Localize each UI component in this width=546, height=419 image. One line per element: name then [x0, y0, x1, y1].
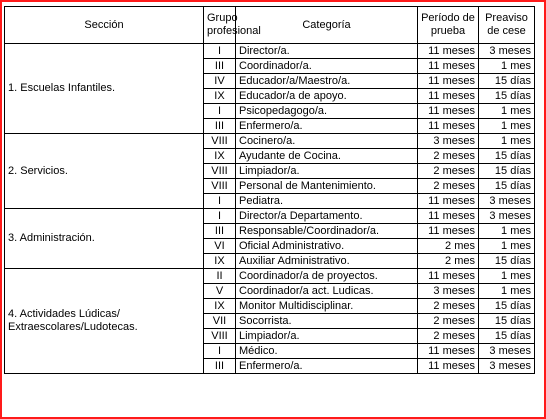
category-cell: Educador/a/Maestro/a.	[236, 74, 418, 89]
probation-period-cell: 3 meses	[418, 284, 479, 299]
category-cell: Enfermero/a.	[236, 359, 418, 374]
category-cell: Personal de Mantenimiento.	[236, 179, 418, 194]
notice-period-cell: 1 mes	[479, 239, 535, 254]
header-categoria: Categoría	[236, 7, 418, 44]
table-row	[5, 209, 535, 224]
notice-period-cell: 3 meses	[479, 209, 535, 224]
section-name: 1. Escuelas Infantiles.	[5, 44, 204, 134]
table-body	[5, 44, 535, 374]
probation-period-cell: 2 meses	[418, 179, 479, 194]
notice-period-cell: 15 días	[479, 329, 535, 344]
category-cell: Director/a.	[236, 44, 418, 59]
group-cell: I	[204, 44, 236, 59]
probation-period-cell: 11 meses	[418, 344, 479, 359]
notice-period-cell: 15 días	[479, 149, 535, 164]
header-periodo: Período de prueba	[418, 7, 479, 44]
category-cell: Oficial Administrativo.	[236, 239, 418, 254]
probation-table	[4, 6, 535, 374]
probation-period-cell: 11 meses	[418, 59, 479, 74]
group-cell: I	[204, 344, 236, 359]
notice-period-cell: 1 mes	[479, 119, 535, 134]
group-cell: IV	[204, 74, 236, 89]
group-cell: III	[204, 119, 236, 134]
section-name: 3. Administración.	[5, 209, 204, 269]
probation-period-cell: 2 mes	[418, 254, 479, 269]
group-cell: III	[204, 59, 236, 74]
notice-period-cell: 15 días	[479, 89, 535, 104]
notice-period-cell: 3 meses	[479, 194, 535, 209]
notice-period-cell: 15 días	[479, 314, 535, 329]
notice-period-cell: 1 mes	[479, 224, 535, 239]
group-cell: III	[204, 359, 236, 374]
category-cell: Coordinador/a.	[236, 59, 418, 74]
probation-period-cell: 2 meses	[418, 149, 479, 164]
probation-period-cell: 11 meses	[418, 194, 479, 209]
category-cell: Monitor Multidisciplinar.	[236, 299, 418, 314]
probation-period-cell: 2 meses	[418, 314, 479, 329]
category-cell: Psicopedagogo/a.	[236, 104, 418, 119]
probation-period-cell: 3 meses	[418, 134, 479, 149]
probation-period-cell: 2 mes	[418, 239, 479, 254]
notice-period-cell: 1 mes	[479, 104, 535, 119]
probation-period-cell: 2 meses	[418, 299, 479, 314]
group-cell: I	[204, 194, 236, 209]
category-cell: Médico.	[236, 344, 418, 359]
category-cell: Coordinador/a act. Ludicas.	[236, 284, 418, 299]
group-cell: VIII	[204, 329, 236, 344]
category-cell: Cocinero/a.	[236, 134, 418, 149]
notice-period-cell: 3 meses	[479, 44, 535, 59]
notice-period-cell: 3 meses	[479, 359, 535, 374]
notice-period-cell: 15 días	[479, 74, 535, 89]
table-row	[5, 269, 535, 284]
group-cell: II	[204, 269, 236, 284]
probation-period-cell: 11 meses	[418, 44, 479, 59]
category-cell: Responsable/Coordinador/a.	[236, 224, 418, 239]
group-cell: IX	[204, 89, 236, 104]
probation-period-cell: 11 meses	[418, 224, 479, 239]
notice-period-cell: 1 mes	[479, 284, 535, 299]
header-preaviso: Preaviso de cese	[479, 7, 535, 44]
notice-period-cell: 15 días	[479, 299, 535, 314]
category-cell: Educador/a de apoyo.	[236, 89, 418, 104]
group-cell: IX	[204, 254, 236, 269]
group-cell: VIII	[204, 134, 236, 149]
group-cell: VIII	[204, 164, 236, 179]
group-cell: VIII	[204, 179, 236, 194]
category-cell: Pediatra.	[236, 194, 418, 209]
probation-period-cell: 11 meses	[418, 209, 479, 224]
category-cell: Ayudante de Cocina.	[236, 149, 418, 164]
notice-period-cell: 1 mes	[479, 269, 535, 284]
group-cell: IX	[204, 149, 236, 164]
notice-period-cell: 1 mes	[479, 134, 535, 149]
notice-period-cell: 15 días	[479, 254, 535, 269]
notice-period-cell: 15 días	[479, 164, 535, 179]
group-cell: IX	[204, 299, 236, 314]
table-row	[5, 44, 535, 59]
category-cell: Limpiador/a.	[236, 329, 418, 344]
probation-period-cell: 11 meses	[418, 104, 479, 119]
probation-period-cell: 11 meses	[418, 89, 479, 104]
header-grupo: Grupo profesional	[204, 7, 236, 44]
probation-period-cell: 11 meses	[418, 74, 479, 89]
category-cell: Auxiliar Administrativo.	[236, 254, 418, 269]
group-cell: VI	[204, 239, 236, 254]
notice-period-cell: 15 días	[479, 179, 535, 194]
probation-period-cell: 11 meses	[418, 269, 479, 284]
category-cell: Limpiador/a.	[236, 164, 418, 179]
category-cell: Director/a Departamento.	[236, 209, 418, 224]
notice-period-cell: 3 meses	[479, 344, 535, 359]
header-seccion: Sección	[5, 7, 204, 44]
probation-period-cell: 11 meses	[418, 119, 479, 134]
probation-period-cell: 11 meses	[418, 359, 479, 374]
probation-period-cell: 2 meses	[418, 164, 479, 179]
group-cell: I	[204, 104, 236, 119]
category-cell: Enfermero/a.	[236, 119, 418, 134]
table-row	[5, 134, 535, 149]
category-cell: Socorrista.	[236, 314, 418, 329]
category-cell: Coordinador/a de proyectos.	[236, 269, 418, 284]
probation-period-cell: 2 meses	[418, 329, 479, 344]
section-name: 2. Servicios.	[5, 134, 204, 209]
group-cell: VII	[204, 314, 236, 329]
group-cell: I	[204, 209, 236, 224]
notice-period-cell: 1 mes	[479, 59, 535, 74]
section-name: 4. Actividades Lúdicas/ Extraescolares/Ludotecas.	[5, 269, 204, 374]
table-header-row	[5, 7, 535, 44]
group-cell: III	[204, 224, 236, 239]
group-cell: V	[204, 284, 236, 299]
